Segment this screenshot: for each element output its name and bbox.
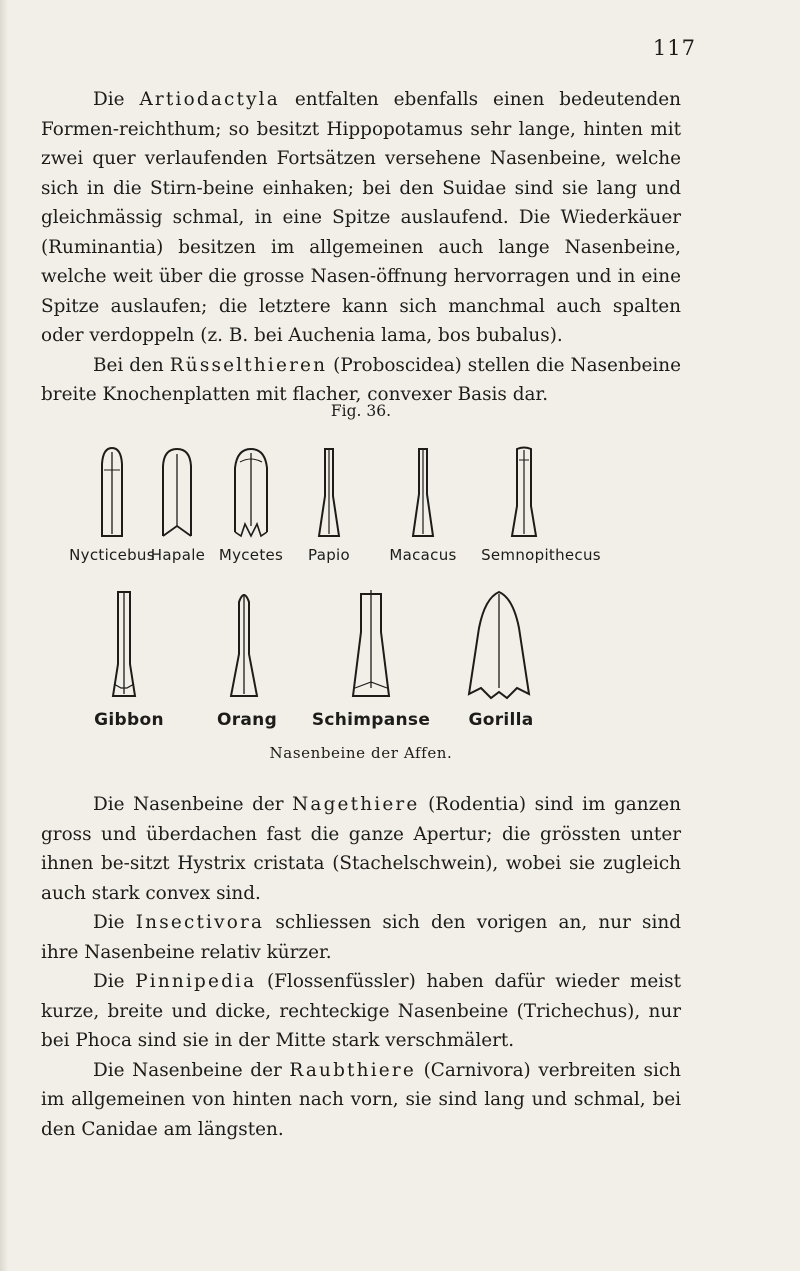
label-nycticebus: Nycticebus — [69, 546, 155, 564]
nasal-bone-schimpanse-drawing — [349, 588, 393, 700]
figure-caption: Nasenbeine der Affen. — [269, 744, 453, 762]
label-mycetes: Mycetes — [218, 546, 284, 564]
paragraph-pinnipedia: Die Pinnipedia (Flossenfüssler) haben dafür wieder meist kurze, breite und dicke, rechteckige Nasenbeine (Trichechus), nur bei Phoca sind sie in der Mitte stark verschmälert. — [41, 971, 681, 1051]
text-block-top — [41, 85, 681, 410]
page-number: 117 — [652, 36, 696, 60]
label-hapale: Hapale — [150, 546, 206, 564]
nasal-bone-semnopithecus-drawing — [510, 446, 538, 538]
label-macacus: Macacus — [389, 546, 457, 564]
nasal-bone-mycetes-drawing — [231, 446, 271, 538]
paragraph-nagethiere: Die Nasenbeine der Nagethiere (Rodentia) sind im ganzen gross und überdachen fast die ganze Apertur; die grössten unter ihnen be-sitzt Hystrix cristata (Stachelschwein), wobei sie zugleich auch stark convex sind. — [41, 794, 681, 904]
nasal-bone-orang-drawing — [229, 588, 259, 700]
label-semnopithecus: Semnopithecus — [481, 546, 601, 564]
term-artiodactyla: Artiodactyla — [139, 89, 280, 110]
label-schimpanse: Schimpanse — [311, 710, 431, 730]
text-block-bottom — [41, 790, 681, 1144]
term-pinnipedia: Pinnipedia — [135, 971, 257, 992]
paragraph-proboscidea: Bei den Rüsselthieren (Proboscidea) stellen die Nasenbeine breite Knochenplatten mit flacher, convexer Basis dar. — [41, 354, 681, 405]
nasal-bone-papio-drawing — [317, 446, 341, 538]
term-insectivora: Insectivora — [135, 912, 265, 933]
label-gibbon: Gibbon — [94, 710, 164, 730]
nasal-bone-nycticebus-drawing — [99, 446, 125, 538]
nasal-bone-macacus-drawing — [411, 446, 435, 538]
paragraph-artiodactyla: Die Artiodactyla entfalten ebenfalls einen bedeutenden Formen-reichthum; so besitzt Hippopotamus sehr lange, hinten mit zwei quer verlaufenden Fortsätzen versehene Nasenbeine, welche sich in die Stirn-beine einhaken; bei den Suidae sind sie lang und gleichmässig schmal, in eine Spitze auslaufend. Die Wiederkäuer (Ruminantia) besitzen im allgemeinen auch lange Nasenbeine, welche weit über die grosse Nasen-öffnung hervorragen und in eine Spitze auslaufen; die letztere kann sich manchmal auch spalten oder verdoppeln (z. B. bei Auchenia lama, bos bubalus). — [41, 89, 681, 346]
label-orang: Orang — [216, 710, 278, 730]
nasal-bone-gorilla-drawing — [467, 588, 531, 700]
paragraph-raubthiere: Die Nasenbeine der Raubthiere (Carnivora) verbreiten sich im allgemeinen von hinten nach vorn, sie sind lang und schmal, bei den Canidae am längsten. — [41, 1059, 681, 1140]
nasal-bone-gibbon-drawing — [111, 588, 137, 700]
figure-36 — [41, 402, 681, 777]
label-papio: Papio — [308, 546, 350, 564]
page-edge — [0, 0, 8, 1271]
term-raubthiere: Raubthiere — [289, 1059, 416, 1081]
term-nagethiere: Nagethiere — [292, 794, 420, 815]
nasal-bone-hapale-drawing — [159, 446, 195, 538]
label-gorilla: Gorilla — [468, 710, 534, 730]
term-ruesselthiere: Rüsselthieren — [169, 354, 328, 376]
figure-label: Fig. 36. — [330, 402, 392, 420]
paragraph-insectivora: Die Insectivora schliessen sich den vorigen an, nur sind ihre Nasenbeine relativ kürzer. — [41, 912, 681, 963]
